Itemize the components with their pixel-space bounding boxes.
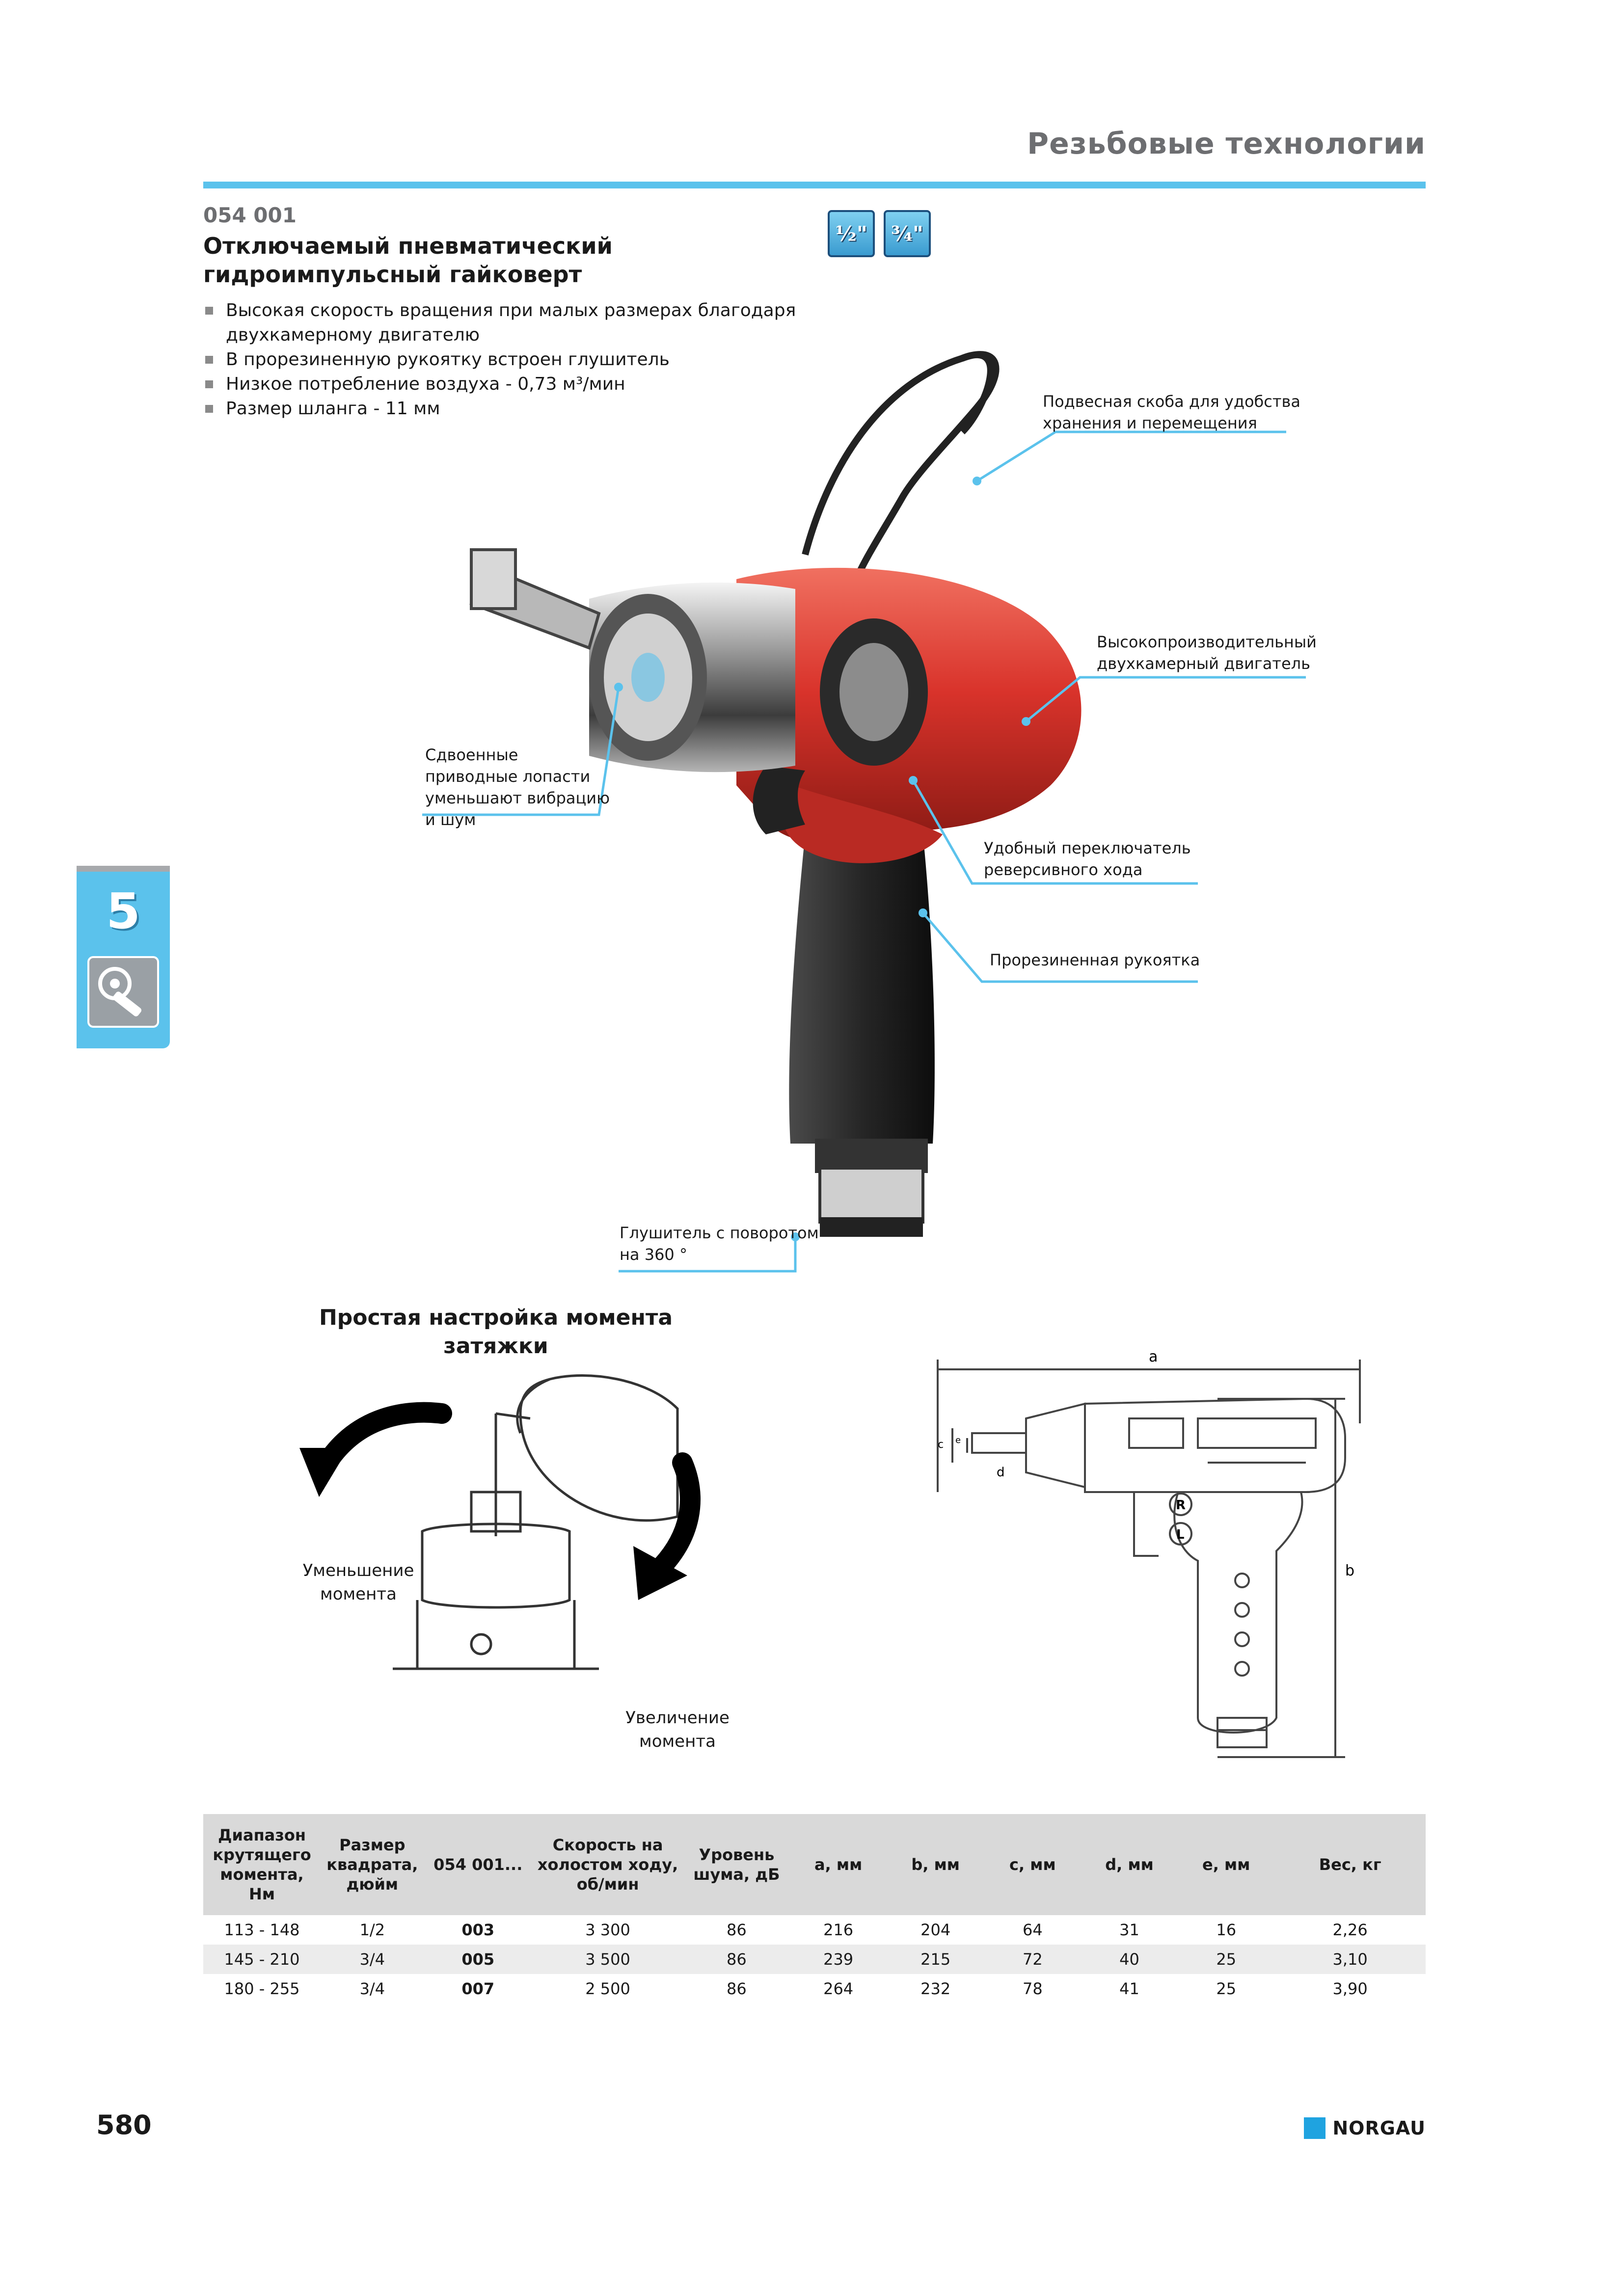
col-noise: Уровень шума, дБ: [683, 1814, 789, 1915]
callout-motor: Высокопроизводительный двухкамерный двигатель: [1097, 633, 1317, 673]
reverse-r-label: R: [1176, 1498, 1186, 1513]
table-row: 113 - 148 1/2 003 3 300 86 216 204 64 31 16 2,26: [224, 1921, 1368, 1939]
col-square-size: Размер квадрата, дюйм: [321, 1814, 424, 1915]
product-title: Отключаемый пневматический гидроимпульсный гайковерт: [203, 233, 613, 288]
callout-reverse: Удобный переключатель реверсивного хода: [984, 839, 1191, 879]
callout-grip: Прорезиненная рукоятка: [990, 951, 1200, 969]
torque-title: Простая настройка момента затяжки: [319, 1305, 673, 1359]
table-header-row: [203, 1814, 1426, 1915]
table-row: 145 - 210 3/4 005 3 500 86 239 215 72 40 25 3,10: [203, 1945, 1426, 1974]
col-b: b, мм: [887, 1814, 984, 1915]
dim-label-a: a: [1149, 1348, 1158, 1365]
col-speed: Скорость на холостом ходу, об/мин: [532, 1814, 683, 1915]
table-row: 180 - 255 3/4 007 2 500 86 264 232 78 41 25 3,90: [224, 1979, 1368, 1998]
page-number: 580: [96, 2109, 152, 2140]
dimension-drawing: [923, 1345, 1424, 1767]
col-e: e, мм: [1178, 1814, 1274, 1915]
reverse-l-label: L: [1176, 1527, 1185, 1542]
brand-name: NORGAU: [1332, 2117, 1426, 2139]
callout-hanger: Подвесная скоба для удобства хранения и перемещения: [1043, 392, 1300, 432]
col-article: 054 001...: [424, 1814, 532, 1915]
chapter-number: 5: [106, 882, 140, 940]
col-weight: Вес, кг: [1274, 1814, 1426, 1915]
torque-increase-label: Увеличение момента: [625, 1708, 730, 1751]
feature-item: В прорезиненную рукоятку встроен глушитель: [203, 347, 807, 372]
callout-blades: Сдвоенные приводные лопасти уменьшают вибрацию и шум: [425, 746, 610, 829]
dim-label-b: b: [1345, 1562, 1355, 1579]
spec-table: [203, 1814, 1426, 2003]
dim-label-c: c: [938, 1439, 944, 1451]
section-title: Резьбовые технологии: [1027, 127, 1426, 161]
col-c: c, мм: [984, 1814, 1081, 1915]
brand-logo: [1304, 2117, 1426, 2139]
feature-item: Высокая скорость вращения при малых размерах благодаря двухкамерному двигателю: [203, 298, 807, 347]
feature-item: Размер шланга - 11 мм: [203, 397, 807, 421]
article-number: 054 001: [203, 203, 297, 227]
callout-muffler: Глушитель с поворотом на 360 °: [620, 1224, 819, 1264]
brand-square-icon: [1304, 2117, 1325, 2139]
feature-item: Низкое потребление воздуха - 0,73 м³/мин: [203, 372, 807, 397]
dim-label-e: e: [955, 1435, 961, 1445]
col-d: d, мм: [1081, 1814, 1178, 1915]
drive-size-badge: ¾": [884, 210, 931, 257]
dim-label-d: d: [997, 1465, 1005, 1480]
drive-size-badge: ½": [828, 210, 875, 257]
col-a: a, мм: [790, 1814, 887, 1915]
col-torque-range: Диапазон крутящего момента, Нм: [203, 1814, 321, 1915]
torque-decrease-label: Уменьшение момента: [302, 1561, 414, 1604]
